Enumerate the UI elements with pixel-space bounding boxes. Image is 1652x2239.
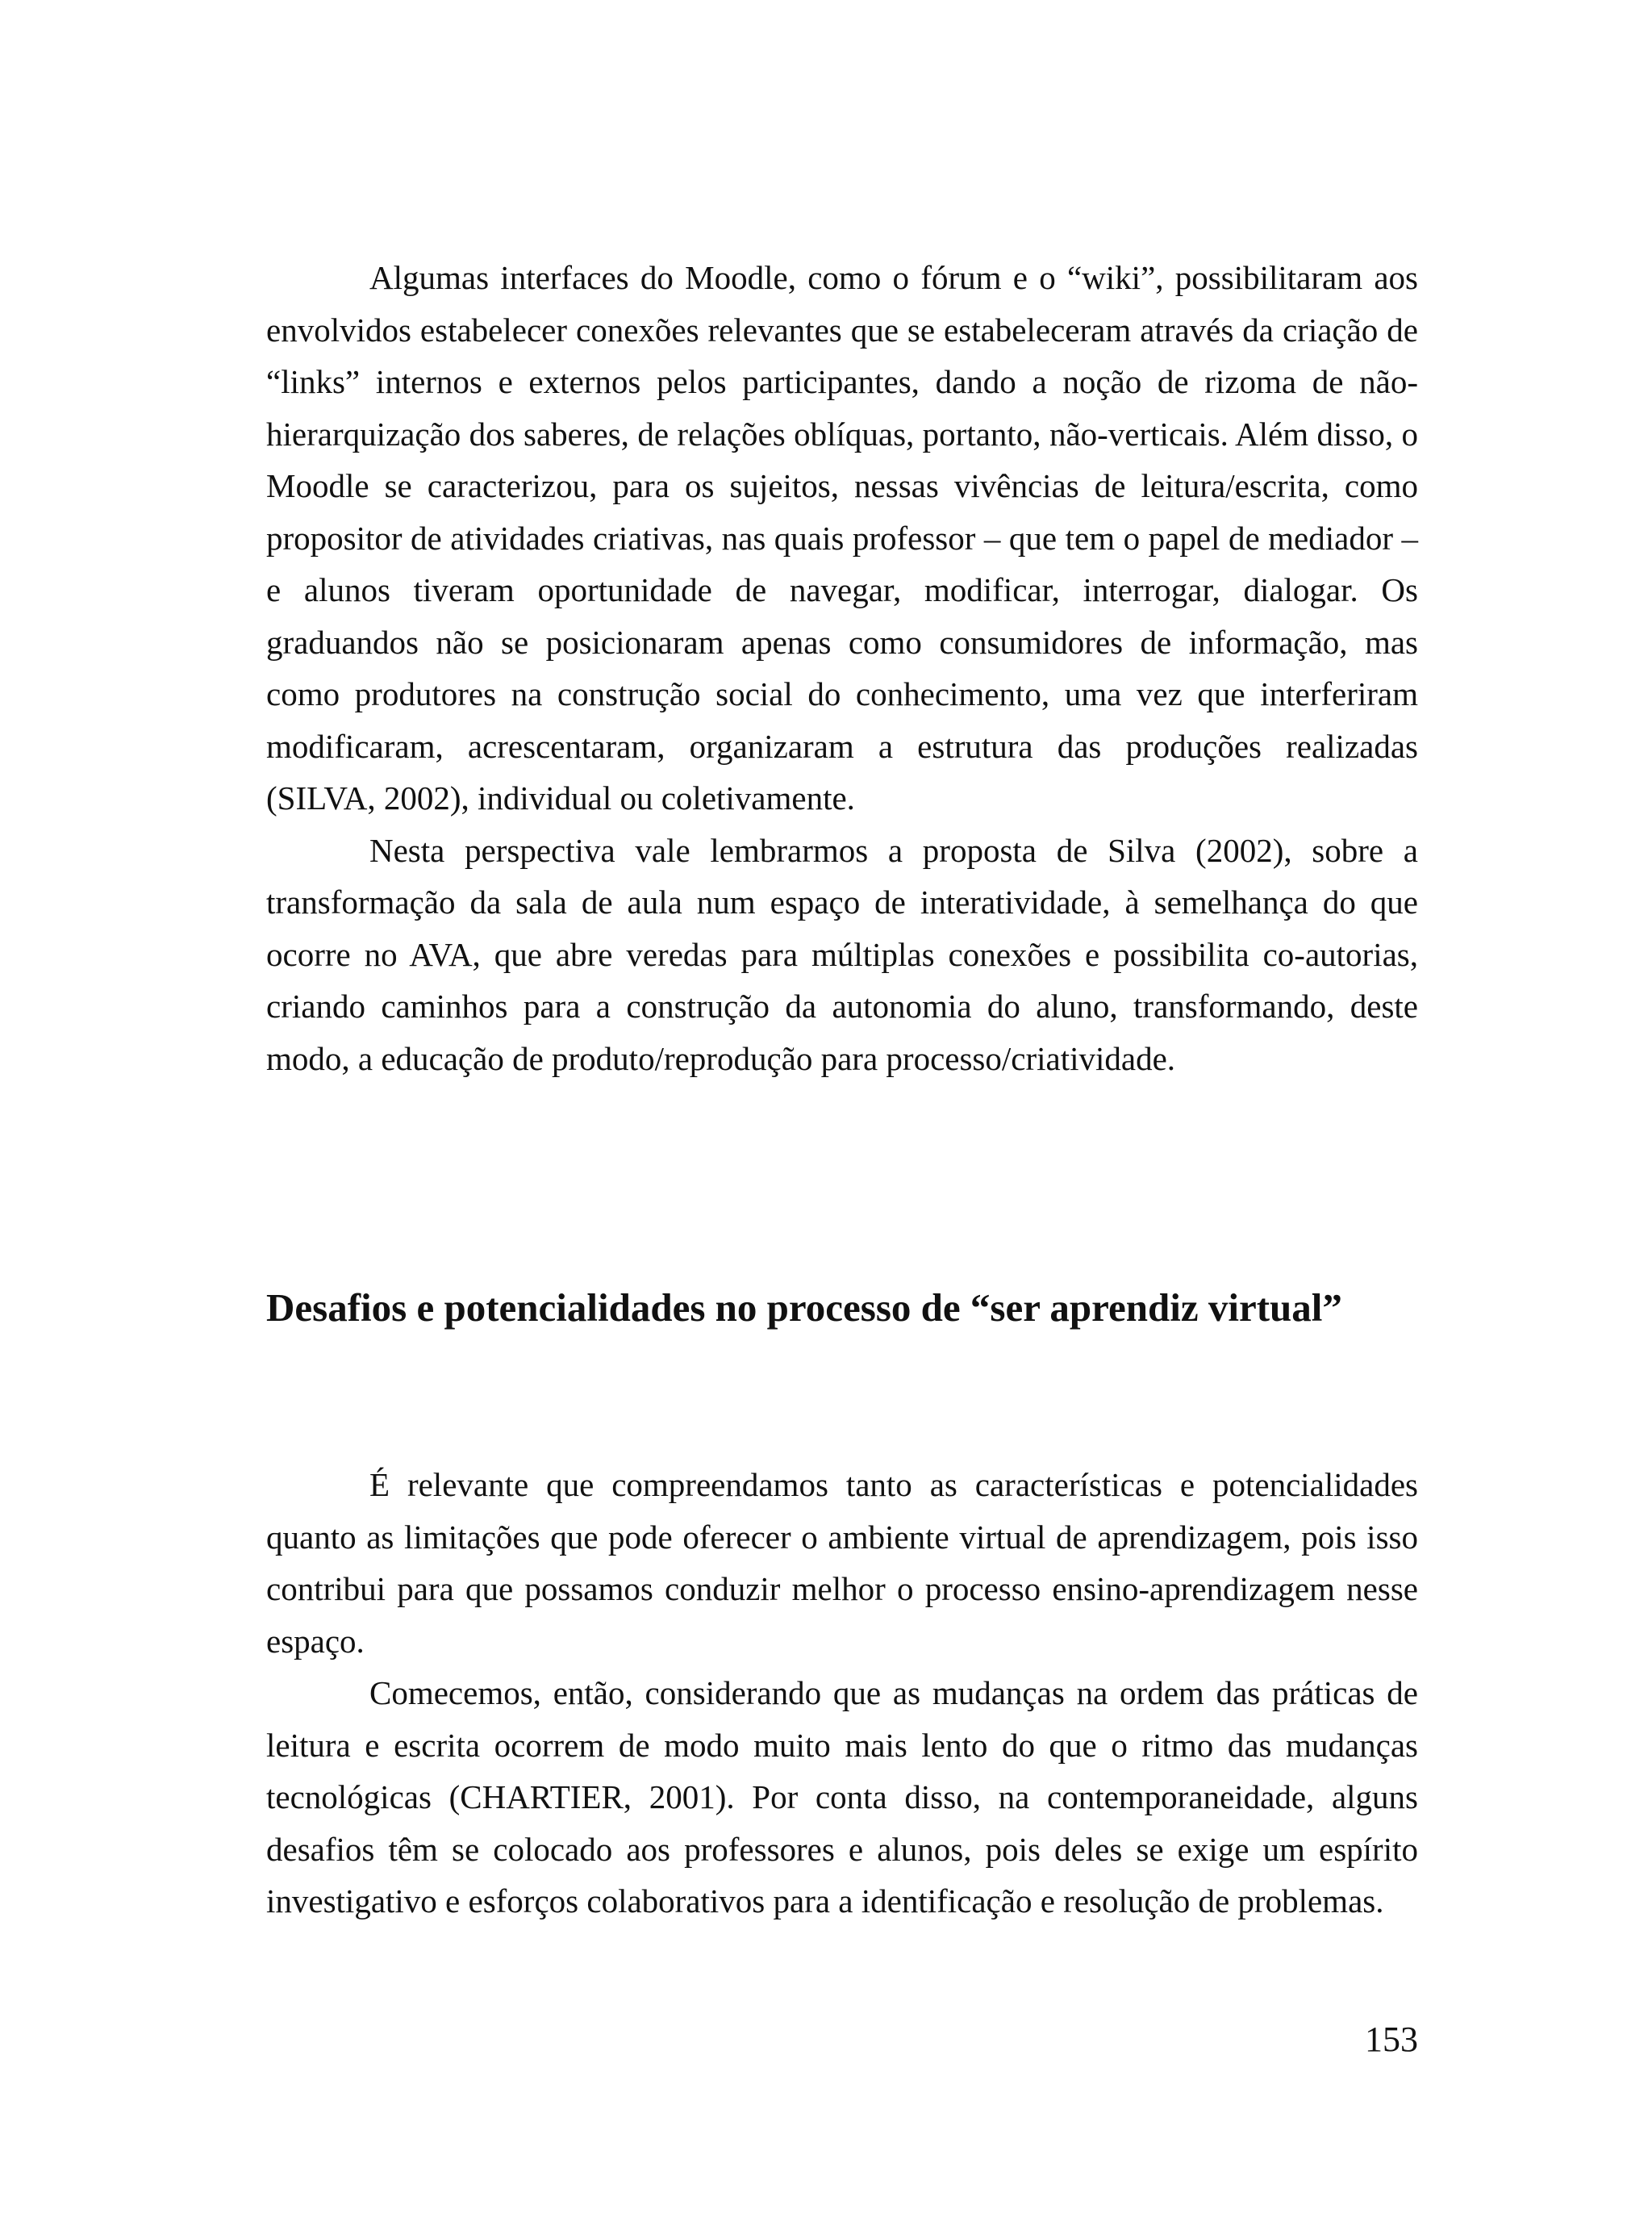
paragraph-relevance: É relevante que compreendamos tanto as características e potencialidades quanto as limitações que pode oferecer o ambiente virtual de aprendizagem, pois isso contribui para que possamos conduzir melhor o processo ensino-aprendizagem nesse espaço. [266, 1466, 1418, 1660]
page-number: 153 [1365, 2020, 1418, 2059]
paragraph-moodle-interfaces: Algumas interfaces do Moodle, como o fórum e o “wiki”, possibilitaram aos envolvidos estabelecer conexões relevantes que se estabeleceram através da criação de “links” internos e externos pelos participantes, dando a noção de rizoma de não-hierarquização dos saberes, de relações oblíquas, portanto, não-verticais. Além disso, o Moodle se caracterizou, para os sujeitos, nessas vivências de leitura/escrita, como propositor de atividades criativas, nas quais professor – que tem o papel de mediador – e alunos tiveram oportunidade de navegar, modificar, interrogar, dialogar. Os graduandos não se posicionaram apenas como consumidores de informação, mas como produtores na construção social do conhecimento, uma vez que interferiram modificaram, acrescentaram, organizaram a estrutura das produções realizadas (SILVA, 2002), individual ou coletivamente. [266, 259, 1418, 817]
paragraph-silva-perspective: Nesta perspectiva vale lembrarmos a proposta de Silva (2002), sobre a transformação da sala de aula num espaço de interatividade, à semelhança do que ocorre no AVA, que abre veredas para múltiplas conexões e possibilita co-autorias, criando caminhos para a construção da autonomia do aluno, transformando, deste modo, a educação de produto/reprodução para processo/criatividade. [266, 831, 1418, 1077]
body-text-section-one [266, 252, 1418, 1084]
paragraph-changes: Comecemos, então, considerando que as mudanças na ordem das práticas de leitura e escrita ocorrem de modo muito mais lento do que o ritmo das mudanças tecnológicas (CHARTIER, 2001). Por conta disso, na contemporaneidade, alguns desafios têm se colocado aos professores e alunos, pois deles se exige um espírito investigativo e esforços colaborativos para a identificação e resolução de problemas. [266, 1674, 1418, 1919]
body-text-section-two [266, 1459, 1418, 1928]
section-heading: Desafios e potencialidades no processo de “ser aprendiz virtual” [266, 1285, 1342, 1330]
